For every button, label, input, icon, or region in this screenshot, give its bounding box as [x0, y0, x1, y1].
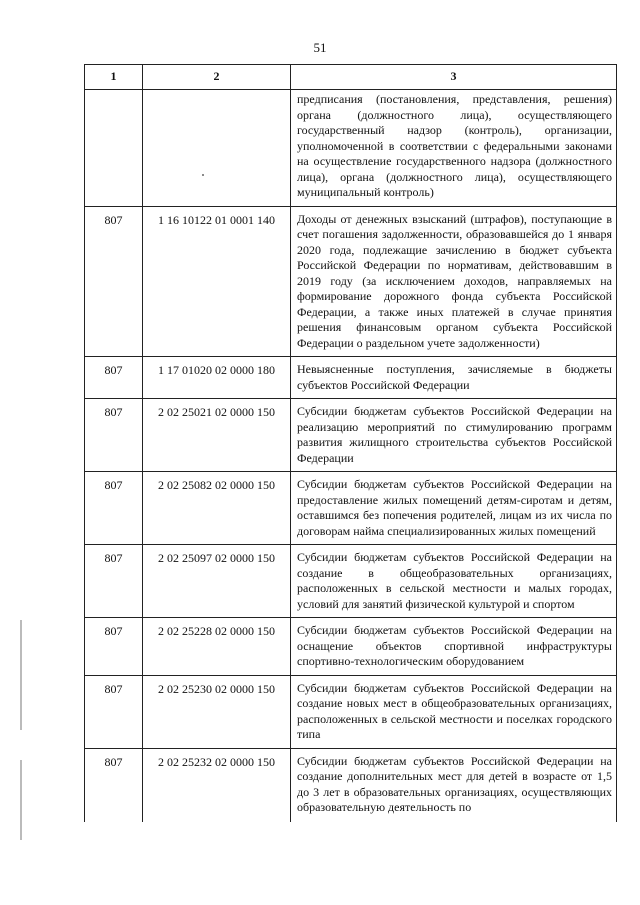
description-cell: Невыясненные поступления, зачисляемые в бюджеты субъектов Российской Федерации: [291, 357, 617, 399]
table-row: [85, 206, 617, 357]
kbk-code-cell: 2 02 25230 02 0000 150: [143, 675, 291, 748]
description-cell: Субсидии бюджетам субъектов Российской Федерации на создание дополнительных мест для детей в возрасте от 1,5 до 3 лет в образовательных организациях, осуществляющих образовательную деятельность по: [291, 748, 617, 822]
kbk-code-cell: 2 02 25228 02 0000 150: [143, 618, 291, 676]
table-row: [85, 472, 617, 545]
admin-code-cell: 807: [85, 399, 143, 472]
description-cell: Субсидии бюджетам субъектов Российской Федерации на оснащение объектов спортивной инфраструктуры спортивно-технологическим оборудованием: [291, 618, 617, 676]
page-number: 51: [313, 40, 327, 55]
admin-code-cell: 807: [85, 748, 143, 822]
description-cell: Субсидии бюджетам субъектов Российской Федерации на предоставление жилых помещений детям-сиротам и детям, оставшимся без попечения родителей, лицам из их числа по договорам найма специализированных жилых помещений: [291, 472, 617, 545]
scan-margin-mark: [20, 620, 22, 730]
description-cell: предписания (постановления, представления, решения) органа (должностного лица), осуществляющего государственный надзор (контроль), организации, уполномоченной в соответствии с федеральными законами на осуществление государственного надзора (должностного лица), органа (должностного лица), осуществляющего муниципальный контроль): [291, 90, 617, 207]
admin-code-cell: [85, 90, 143, 207]
table-row: [85, 618, 617, 676]
table-row: [85, 675, 617, 748]
column-header: 3: [291, 65, 617, 90]
admin-code-cell: 807: [85, 206, 143, 357]
description-cell: Доходы от денежных взысканий (штрафов), поступающие в счет погашения задолженности, образовавшейся до 1 января 2020 года, подлежащие зачислению в бюджет субъекта Российской Федерации по нормативам, действовавшим в 2019 году (за исключением доходов, направляемых на формирование дорожного фонда субъекта Российской Федерации, а также иных платежей в случае принятия решения финансовым органом субъекта Российской Федерации о раздельном учете задолженности): [291, 206, 617, 357]
kbk-code-cell: 2 02 25082 02 0000 150: [143, 472, 291, 545]
column-header: 2: [143, 65, 291, 90]
admin-code-cell: 807: [85, 357, 143, 399]
kbk-code-cell: 2 02 25097 02 0000 150: [143, 545, 291, 618]
scan-margin-mark: [20, 760, 22, 840]
description-cell: Субсидии бюджетам субъектов Российской Федерации на создание новых мест в общеобразовательных организациях, расположенных в сельской местности и поселках городского типа: [291, 675, 617, 748]
admin-code-cell: 807: [85, 618, 143, 676]
admin-code-cell: 807: [85, 545, 143, 618]
table-row: [85, 545, 617, 618]
revenue-codes-table: [84, 64, 617, 822]
table-row: [85, 748, 617, 822]
description-cell: Субсидии бюджетам субъектов Российской Федерации на реализацию мероприятий по стимулированию программ развития жилищного строительства субъектов Российской Федерации: [291, 399, 617, 472]
table-row: [85, 399, 617, 472]
kbk-code-cell: [143, 90, 291, 207]
table-row: [85, 357, 617, 399]
description-cell: Субсидии бюджетам субъектов Российской Федерации на создание в общеобразовательных организациях, расположенных в сельской местности и малых городах, условий для занятий физической культурой и спортом: [291, 545, 617, 618]
kbk-code-cell: 2 02 25021 02 0000 150: [143, 399, 291, 472]
table-row-continuation: [85, 90, 617, 207]
kbk-code-cell: 1 17 01020 02 0000 180: [143, 357, 291, 399]
table-header-row: [85, 65, 617, 90]
kbk-code-cell: 1 16 10122 01 0001 140: [143, 206, 291, 357]
kbk-code-cell: 2 02 25232 02 0000 150: [143, 748, 291, 822]
admin-code-cell: 807: [85, 472, 143, 545]
admin-code-cell: 807: [85, 675, 143, 748]
column-header: 1: [85, 65, 143, 90]
